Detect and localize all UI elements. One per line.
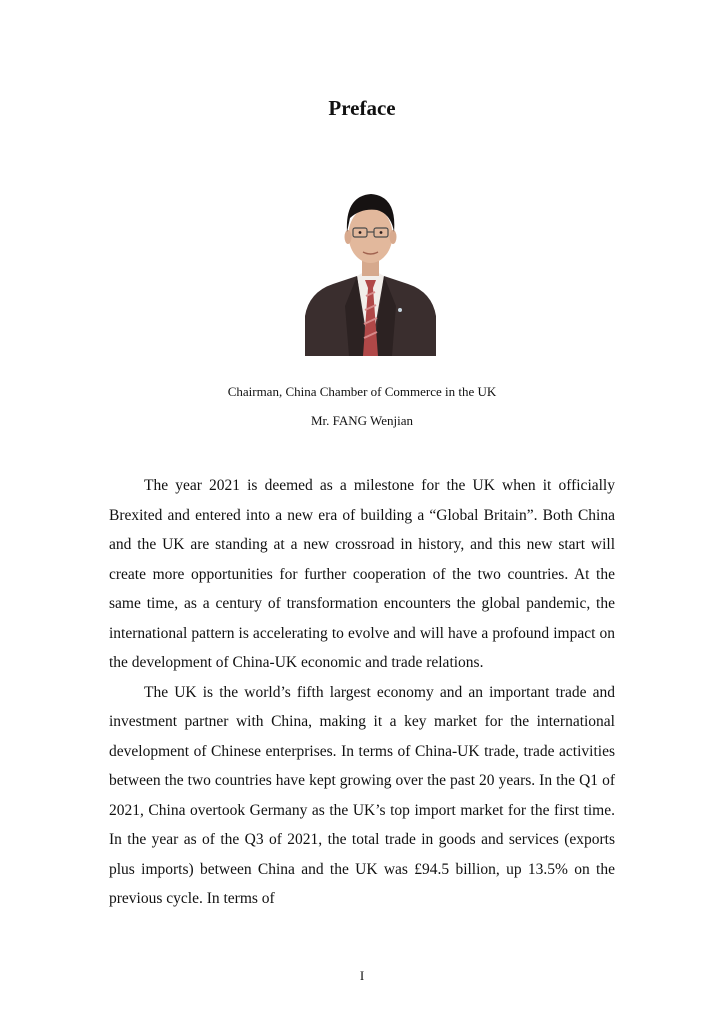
page-title: Preface [328, 96, 396, 120]
caption-name: Mr. FANG Wenjian [310, 413, 414, 428]
paragraph: The year 2021 is deemed as a milestone for the UK when it officially Brexited and entered into a new era of building a “Global Britain”. Both China and the UK are standing at a new crossroad in history, and this new start will create more opportunities for further cooperation of the two countries. At the same time, as a century of transformation encounters the global pandemic, the international pattern is accelerating to evolve and will have a profound impact on the development of China-UK economic and trade relations. [109, 477, 615, 671]
body-text [109, 471, 615, 914]
paragraph: The UK is the world’s fifth largest economy and an important trade and investment partner with China, making it a key market for the international development of Chinese enterprises. In terms of China-UK trade, trade activities between the two countries have kept growing over the past 20 years. In the Q1 of 2021, China overtook Germany as the UK’s top import market for the first time. In the year as of the Q3 of 2021, the total trade in goods and services (exports plus imports) between China and the UK was £94.5 billion, up 13.5% on the previous cycle. In terms of [109, 683, 615, 907]
page-number: I [359, 968, 365, 983]
portrait-photo [305, 188, 436, 356]
caption-role: Chairman, China Chamber of Commerce in the UK [227, 384, 497, 399]
